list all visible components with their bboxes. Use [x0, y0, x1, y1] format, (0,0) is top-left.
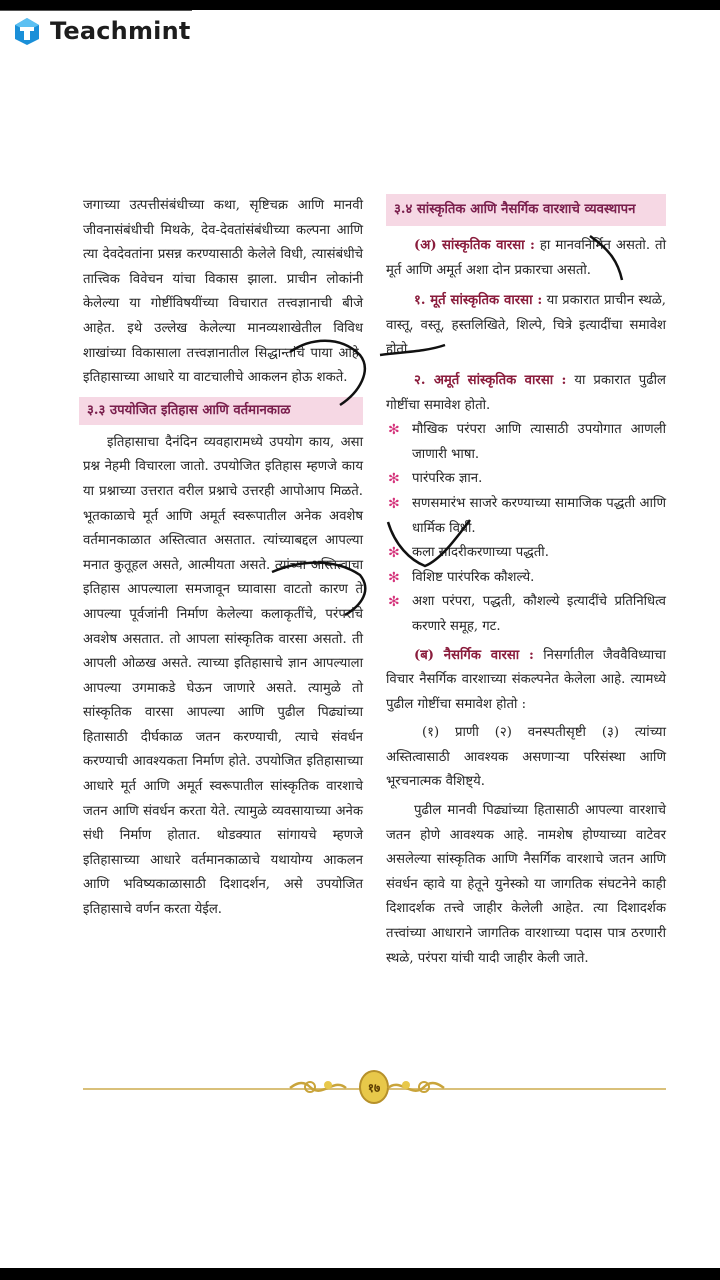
- cultural-heritage-para: [386, 234, 666, 283]
- intangible-bullet-list: [386, 418, 666, 639]
- list-item: ✻ अशा परंपरा, पद्धती, कौशल्ये इत्यादींचे प्रतिनिधित्व करणारे समूह, गट.: [386, 590, 666, 639]
- asterisk-bullet-icon: ✻: [388, 422, 400, 439]
- cultural-heritage-text: हा मानवनिर्मित असतो. तो मूर्त आणि अमूर्त अशा दोन प्रकारचा असतो.: [386, 238, 666, 278]
- natural-heritage-label: (ब) नैसर्गिक वारसा :: [414, 647, 534, 663]
- list-item: ✻ कला सादरीकरणाच्या पद्धती.: [386, 541, 666, 566]
- natural-heritage-text: निसर्गातील जैववैविध्याचा विचार नैसर्गिक वारशाच्या संकल्पनेत केलेला आहे. त्यामध्ये पुढील गोष्टींचा समावेश होतो :: [386, 647, 666, 712]
- natural-heritage-list: (१) प्राणी (२) वनस्पतीसृष्टी (३) त्यांच्या अस्तित्वासाठी आवश्यक असणाऱ्या परिसंस्था आणि भूरचनात्मक वैशिष्ट्ये.: [386, 725, 666, 790]
- brand-header: [0, 10, 192, 51]
- intangible-heritage-para: [386, 369, 666, 418]
- intangible-heritage-text: या प्रकारात पुढील गोष्टींचा समावेश होतो.: [386, 372, 667, 413]
- brand-name: Teachmint: [50, 17, 191, 45]
- asterisk-bullet-icon: ✻: [388, 569, 400, 586]
- list-item: ✻ सणसमारंभ साजरे करण्याच्या सामाजिक पद्धती आणि धार्मिक विधी.: [386, 492, 666, 541]
- section-heading-3-4: ३.४ सांस्कृतिक आणि नैसर्गिक वारशाचे व्यवस्थापन: [386, 194, 666, 226]
- asterisk-bullet-icon: ✻: [388, 594, 400, 611]
- page-number: १७: [359, 1070, 389, 1104]
- top-status-bar: [0, 0, 720, 10]
- left-column: [83, 194, 363, 923]
- left-paragraph-2: इतिहासाचा दैनंदिन व्यवहारामध्ये उपयोग काय, असा प्रश्न नेहमी विचारला जातो. उपयोजित इतिहास म्हणजे काय या प्रश्नाच्या उत्तरात वरील प्रश्नाचे उत्तरही आपोआप मिळते. भूतकाळाचे मूर्त आणि अमूर्त स्वरूपातील अनेक अवशेष वर्तमानकाळात अस्तित्वात असतात. त्यांच्याबद्दल आपल्या मनात कुतूहल असते, आत्मीयता असते. त्यांच्या अस्तित्वाचा इतिहास आपल्याला समजावून घ्यावासा वाटतो कारण ते आपल्या पूर्वजांनी निर्माण केलेल्या कलाकृतींचे, परंपरांचे अवशेष असतात. तो आपला सांस्कृतिक वारसा असतो. ती आपली ओळख असते. त्याच्या इतिहासाचे ज्ञान आपल्याला आपल्या उगमाकडे घेऊन जाणारे असते. त्यामुळे तो सांस्कृतिक वारसा आपल्या आणि पुढील पिढ्यांच्या हितासाठी दीर्घकाळ जतन करण्याची, त्याचे संवर्धन करण्याची आवश्यकता निर्माण होते. उपयोजित इतिहासाच्या आधारे मूर्त आणि अमूर्त स्वरूपातील सांस्कृतिक वारशाचे जतन आणि संवर्धन करता येते. त्यामुळे व्यवसायाच्या अनेक संधी निर्माण होतात. थोडक्यात सांगायचे म्हणजे इतिहासाच्या आधारे वर्तमानकाळाचे यथायोग्य आकलन आणि भविष्यकाळासाठी दिशादर्शन, असे उपयोजित इतिहासाचे वर्णन करता येईल.: [83, 434, 363, 918]
- list-item: ✻ विशिष्ट पारंपरिक कौशल्ये.: [386, 566, 666, 591]
- list-item: ✻ पारंपरिक ज्ञान.: [386, 467, 666, 492]
- footer-ornament-left-icon: [288, 1075, 348, 1101]
- list-item: ✻ मौखिक परंपरा आणि त्यासाठी उपयोगात आणली जाणारी भाषा.: [386, 418, 666, 467]
- intangible-heritage-label: २. अमूर्त सांस्कृतिक वारसा :: [414, 372, 567, 388]
- asterisk-bullet-icon: ✻: [388, 545, 400, 562]
- teachmint-logo-icon: [12, 16, 42, 46]
- cultural-heritage-label: (अ) सांस्कृतिक वारसा :: [414, 238, 535, 253]
- section-heading-3-3: ३.३ उपयोजित इतिहास आणि वर्तमानकाळ: [79, 397, 363, 425]
- natural-heritage-para: [386, 644, 666, 718]
- left-paragraph-1: जगाच्या उत्पत्तीसंबंधीच्या कथा, सृष्टिचक्र आणि मानवी जीवनासंबंधीची मिथके, देव-देवतांसंबंधीच्या कल्पना आणि त्या देवदेवतांना प्रसन्न करण्यासाठी केलेले विधी, त्यासंबंधीचे तात्त्विक विवेचन यांचा विकास झाला. प्राचीन लोकांनी केलेल्या या गोष्टींविषयींच्या विचारात तत्त्वज्ञानाची बीजे आहेत. इथे उल्लेख केलेल्या मानव्यशाखेतील विविध शाखांच्या विकासाला तत्त्वज्ञानातील सिद्धान्तांचे पाया आहे. इतिहासाच्या आधारे या वाटचालीचे आकलन होऊ शकते.: [83, 198, 363, 386]
- bottom-navigation-bar: [0, 1268, 720, 1280]
- right-column: [386, 194, 666, 971]
- asterisk-bullet-icon: ✻: [388, 495, 400, 512]
- footer-ornament-right-icon: [386, 1075, 446, 1101]
- tangible-heritage-para: [386, 289, 666, 363]
- closing-paragraph: पुढील मानवी पिढ्यांच्या हितासाठी आपल्या वारशाचे जतन होणे आवश्यक आहे. नामशेष होण्याच्या वाटेवर असलेल्या सांस्कृतिक आणि नैसर्गिक वारशाचे जतन आणि संवर्धन व्हावे या हेतूने युनेस्को या जागतिक संघटनेने काही दिशादर्शक तत्त्वे जाहीर केलेली आहेत. त्या दिशादर्शक तत्त्वांच्या आधाराने जागतिक वारशाच्या पदास पात्र ठरणारी स्थळे, परंपरा यांची यादी जाहीर केली जाते.: [386, 803, 666, 966]
- asterisk-bullet-icon: ✻: [388, 471, 400, 488]
- tangible-heritage-label: १. मूर्त सांस्कृतिक वारसा :: [414, 293, 543, 309]
- tangible-heritage-text: या प्रकारात प्राचीन स्थळे, वास्तू, वस्तू, हस्तलिखिते, शिल्पे, चित्रे इत्यादींचा समावेश होतो.: [386, 293, 666, 358]
